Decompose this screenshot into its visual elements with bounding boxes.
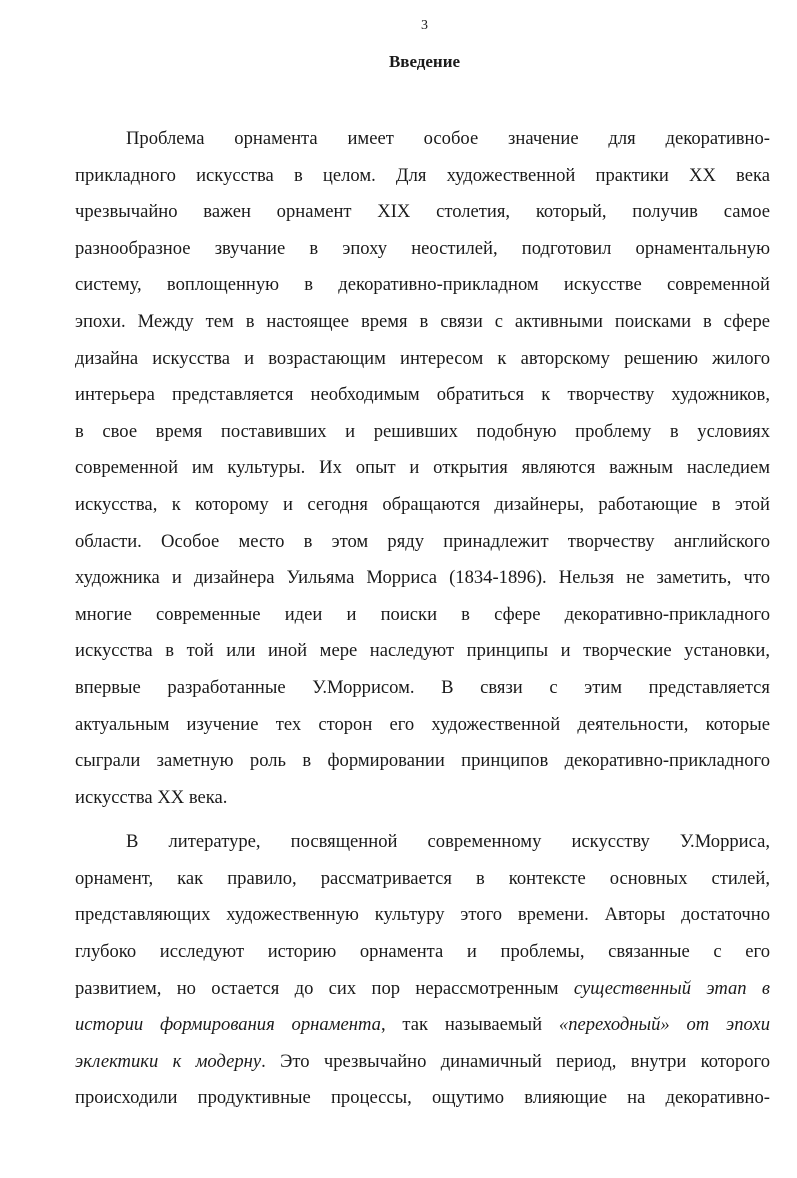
paragraph-1-line: дизайна искусства и возрастающим интересом к авторскому решению жилого [75,347,770,369]
page-number: 3 [421,18,428,33]
section-heading: Введение [388,52,461,71]
emphasis-text: существенный этап в [573,977,770,999]
paragraph-1-line: художника и дизайнера Уильяма Морриса (1834-1896). Нельзя не заметить, что [75,567,770,589]
paragraph-1-line: систему, воплощенную в декоративно-прикладном искусстве современной [75,274,770,296]
paragraph-1-line: искусства, к которому и сегодня обращаются дизайнеры, работающие в этой [75,493,770,515]
emphasis-text: эклектики к модерну [75,1050,262,1072]
paragraph-2-text: . Это чрезвычайно динамичный период, внутри которого [261,1050,770,1072]
paragraph-1-line: искусства XX века. [75,786,228,808]
emphasis-text: «переходный» от эпохи [558,1014,770,1036]
paragraph-gap [75,816,770,824]
paragraph-1-line: разнообразное звучание в эпоху неостилей, подготовил орнаментальную [75,237,770,259]
paragraph-1-line: области. Особое место в этом ряду принадлежит творчеству английского [75,530,770,552]
paragraph-2-text: , так называемый [380,1014,543,1036]
paragraph-2-text: развитием, но остается до сих пор нерассмотренным [75,977,559,999]
paragraph-1-line: многие современные идеи и поиски в сфере декоративно-прикладного [75,603,770,625]
paragraph-2-line [75,971,770,1008]
paragraph-1-line: чрезвычайно важен орнамент XIX столетия, который, получив самое [75,201,770,223]
paragraph-2-line: глубоко исследуют историю орнамента и проблемы, связанные с его [75,941,770,963]
paragraph-1-line: сыграли заметную роль в формировании принципов декоративно-прикладного [75,750,770,772]
paragraph-2-line: происходили продуктивные процессы, ощутимо влияющие на декоративно- [75,1087,770,1109]
paragraph-1-line: актуальным изучение тех сторон его художественной деятельности, которые [75,713,770,735]
paragraph-1-line: интерьера представляется необходимым обратиться к творчеству художников, [75,384,770,406]
paragraph-1-line: прикладного искусства в целом. Для художественной практики XX века [75,164,770,186]
paragraph-1-line: в свое время поставивших и решивших подобную проблему в условиях [75,420,770,442]
paragraph-1-line: эпохи. Между тем в настоящее время в связи с активными поисками в сфере [75,310,770,332]
paragraph-1-line: современной им культуры. Их опыт и открытия являются важным наследием [75,457,770,479]
paragraph-2-line [75,1007,770,1044]
paragraph-2-line: В литературе, посвященной современному искусству У.Морриса, [126,831,770,853]
paragraph-2-line: представляющих художественную культуру этого времени. Авторы достаточно [75,904,770,926]
body-text [75,121,770,1117]
paragraph-2-line [75,1044,770,1081]
paragraph-1-line: впервые разработанные У.Моррисом. В связи с этим представляется [75,676,770,698]
emphasis-text: истории формирования орнамента [75,1014,381,1036]
paragraph-1-line: Проблема орнамента имеет особое значение для декоративно- [126,128,770,149]
paragraph-2-line: орнамент, как правило, рассматривается в контексте основных стилей, [75,867,770,889]
paragraph-1-line: искусства в той или иной мере наследуют принципы и творческие установки, [75,640,770,662]
